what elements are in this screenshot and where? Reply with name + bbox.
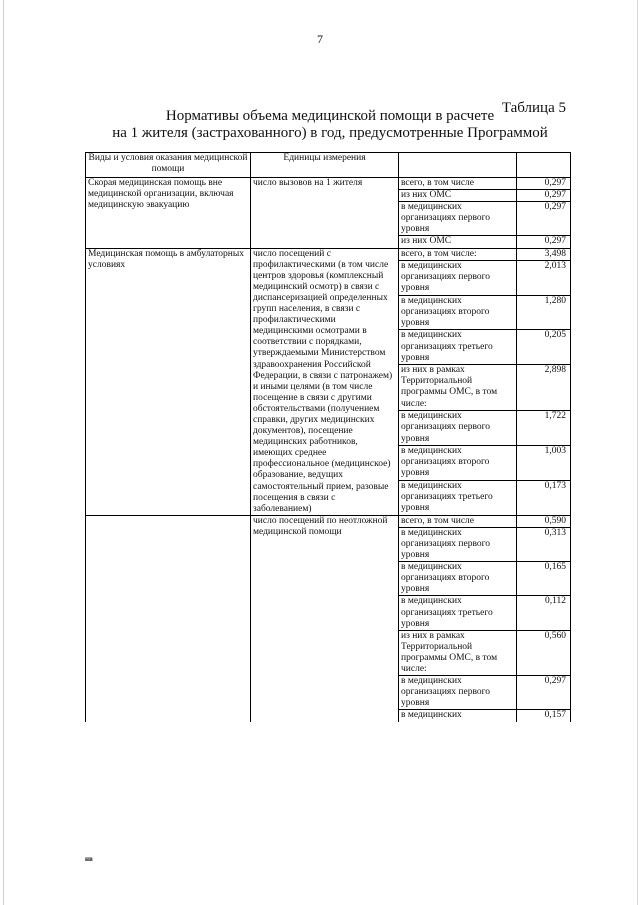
row-value: 0,590 (517, 515, 571, 527)
row-value: 0,560 (517, 630, 571, 675)
row-label: в медицинских организациях первого уровня (399, 676, 517, 710)
row-label: в медицинских организациях третьего уровня (399, 330, 517, 365)
emergency-unit: число вызовов на 1 жителя (251, 178, 399, 249)
scan-edge-right (637, 0, 638, 905)
row-value: 1,280 (517, 295, 571, 330)
row-label: в медицинских организациях второго уровня (399, 446, 517, 481)
row-value: 0,173 (517, 480, 571, 515)
outpatient-type: Медицинская помощь в амбулаторных условиях (86, 248, 251, 515)
row-label: из них в рамках Территориальной программы ОМС, в том числе: (399, 630, 517, 675)
table-label: Таблица 5 (501, 100, 566, 116)
row-value: 0,297 (517, 178, 571, 190)
table-row (86, 178, 571, 190)
table-heading (60, 108, 600, 142)
row-label: в медицинских организациях третьего уровня (399, 480, 517, 515)
header-unit: Единицы измерения (251, 153, 399, 178)
row-label: из них ОМС (399, 236, 517, 248)
scan-edge-left (3, 0, 4, 905)
urgent-unit: число посещений по неотложной медицинской помощи (251, 515, 399, 721)
table-row (86, 248, 571, 260)
table-header-row (86, 153, 571, 178)
row-label: всего, в том числе: (399, 248, 517, 260)
header-value (517, 153, 571, 178)
heading-line-2: на 1 жителя (застрахованного) в год, предусмотренные Программой (112, 125, 548, 141)
row-label: всего, в том числе (399, 178, 517, 190)
row-value: 0,313 (517, 527, 571, 561)
header-indicator (399, 153, 517, 178)
row-value: 3,498 (517, 248, 571, 260)
row-value: 1,003 (517, 446, 571, 481)
row-label: в медицинских организациях второго уровня (399, 295, 517, 330)
row-value: 0,297 (517, 202, 571, 236)
row-value: 0,297 (517, 190, 571, 202)
row-label: в медицинских организациях первого уровня (399, 260, 517, 295)
row-label: из них в рамках Территориальной программы ОМС, в том числе: (399, 365, 517, 411)
page-number: 7 (317, 32, 323, 46)
row-value: 2,898 (517, 365, 571, 411)
row-label: в медицинских (399, 710, 517, 722)
row-label: из них ОМС (399, 190, 517, 202)
row-value: 0,157 (517, 710, 571, 722)
row-label: в медицинских организациях первого уровня (399, 411, 517, 446)
row-value: 0,165 (517, 562, 571, 596)
urgent-type (86, 515, 251, 721)
heading-line-1: Нормативы объема медицинской помощи в расчете (165, 108, 495, 124)
row-value: 1,722 (517, 411, 571, 446)
norms-table (85, 152, 571, 722)
header-type: Виды и условия оказания медицинской помощи (86, 153, 251, 178)
row-label: в медицинских организациях первого уровня (399, 527, 517, 561)
emergency-type: Скорая медицинская помощь вне медицинской организации, включая медицинскую эвакуацию (86, 178, 251, 249)
row-value: 0,205 (517, 330, 571, 365)
row-value: 0,297 (517, 676, 571, 710)
row-label: в медицинских организациях третьего уровня (399, 596, 517, 630)
row-label: всего, в том числе (399, 515, 517, 527)
row-value: 0,297 (517, 236, 571, 248)
row-label: в медицинских организациях первого уровня (399, 202, 517, 236)
outpatient-unit: число посещений с профилактическими (в том числе центров здоровья (комплексный медицинский осмотр) в связи с диспансеризацией определенных групп населения, в связи с профилактическими медицинскими осмотрами в соответствии с порядками, утверждаемыми Министерством здравоохранения Российской Федерации, в связи с патронажем) и иными целями (в том числе посещение в связи с другими обстоятельствами (получением справки, других медицинских документов), посещение медицинских работников, имеющих среднее профессиональное (медицинское) образование, ведущих самостоятельный прием, разовые посещения в связи с заболеванием) (251, 248, 399, 515)
table-row (86, 515, 571, 527)
row-value: 2,013 (517, 260, 571, 295)
row-value: 0,112 (517, 596, 571, 630)
row-label: в медицинских организациях второго уровня (399, 562, 517, 596)
footer-mark: нв (85, 855, 93, 863)
